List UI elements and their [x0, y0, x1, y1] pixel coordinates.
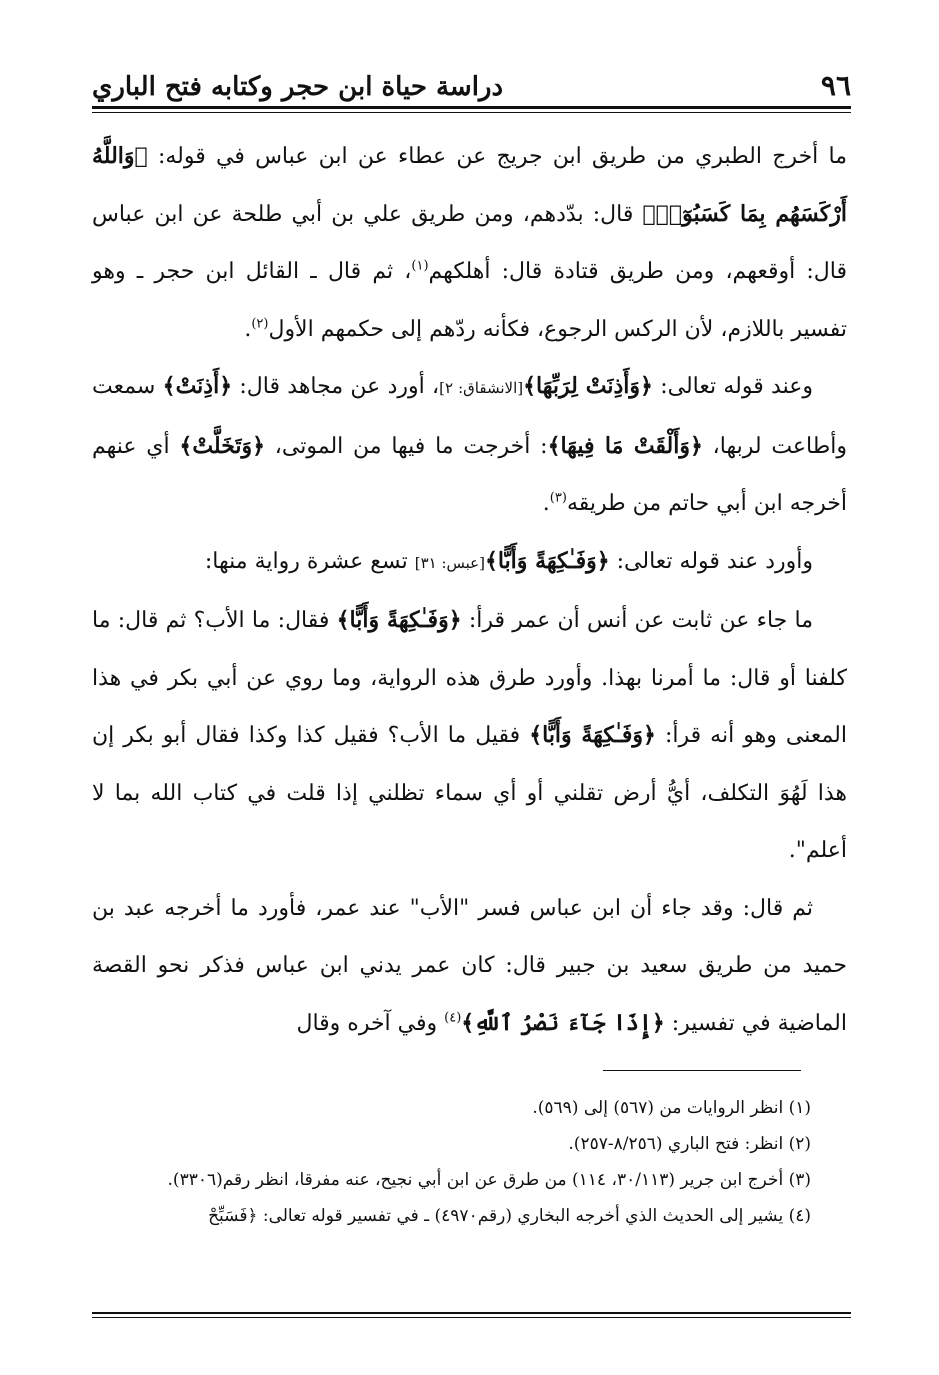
quran-verse: ﴿وَتَخَلَّتْ﴾: [179, 432, 266, 459]
footnote-separator: [603, 1070, 801, 1071]
text-run: سمعت وأطاعت لربها،: [92, 374, 848, 459]
footnote-1: (١) انظر الروايات من (٥٦٧) إلى (٥٦٩).: [532, 1098, 811, 1118]
surah-reference: [الانشقاق: ٢]: [439, 379, 524, 397]
text-run: ما جاء عن ثابت عن أنس أن عمر قرأ:: [461, 608, 813, 633]
text-run: ، أورد عن مجاهد قال:: [232, 374, 440, 399]
surah-reference: [عبس: ٣١]: [414, 553, 485, 572]
footnote-ref: (٢): [251, 316, 269, 332]
quran-verse: ﴿أَذِنَتْ﴾: [162, 373, 233, 399]
paragraph-5: [92, 880, 847, 1053]
page-header: [92, 62, 851, 102]
paragraph-3: [92, 533, 847, 593]
text-run: ثم قال: وقد جاء أن ابن عباس فسر "الأب" عند عمر، فأورد ما أخرجه عبد بن حميد من طريق سعيد بن جبير قال: كان عمر يدني ابن عباس فذكر نحو القصة الماضية في تفسير:: [92, 895, 847, 1036]
paragraph-1: [92, 128, 847, 358]
text-run: .: [542, 491, 550, 516]
text-run: فقيل ما الأب؟ فقيل كذا وكذا فقال أبو بكر إن هذا لَهُوَ التكلف، أيُّ أرض تقلني أو أي سماء تظلني إذا قلت في كتاب الله بما لا أعلم".: [92, 723, 847, 863]
text-run: فقال: ما الأب؟ ثم قال: ما كلفنا أو قال: ما أمرنا بهذا. وأورد طرق هذه الرواية، وما روي عن أبي بكر في هذا المعنى وهو أنه قرأ:: [92, 608, 847, 748]
quran-verse: ﴿وَفَـٰكِهَةً وَأَبًّا﴾: [336, 607, 462, 633]
quran-verse: ﴿وَأَلْقَتْ مَا فِيهَا﴾: [547, 432, 703, 459]
text-run: وأورد عند قوله تعالى:: [609, 548, 813, 574]
footnote-3: (٣) أخرج ابن جرير (٣٠/١١٣، ١١٤) من طرق عن ابن أبي نجيح، عنه مفرقا، انظر رقم(٣٣٠٦).: [167, 1170, 811, 1190]
footnote-ref: (٣): [549, 490, 567, 506]
text-run: قال: بدّدهم، ومن طريق علي بن أبي طلحة عن ابن عباس قال: أوقعهم، ومن طريق قتادة قال: أهلكهم: [92, 201, 848, 284]
paragraph-4: [92, 592, 847, 880]
text-run: تسع عشرة رواية منها:: [204, 548, 415, 574]
footnote-4: (٤) يشير إلى الحديث الذي أخرجه البخاري (رقم٤٩٧٠) ـ في تفسير قوله تعالى: ﴿فَسَبِّحْ: [208, 1206, 811, 1226]
main-text: [92, 128, 847, 1052]
footnote-2: (٢) انظر: فتح الباري (٨/٢٥٦-٢٥٧).: [568, 1134, 811, 1154]
running-title: دراسة حياة ابن حجر وكتابه فتح الباري: [92, 72, 504, 102]
text-run: .: [244, 316, 252, 342]
text-run: أي عنهم أخرجه ابن أبي حاتم من طريقه: [92, 433, 847, 516]
text-run: ما أخرج الطبري من طريق ابن جريج عن عطاء عن ابن عباس في قوله:: [147, 144, 847, 169]
quran-verse: ﴿وَأَذِنَتْ لِرَبِّهَا﴾: [523, 373, 653, 399]
page-number: ٩٦: [820, 69, 851, 102]
text-run: وعند قوله تعالى:: [652, 374, 813, 399]
quran-verse: ﴿وَفَـٰكِهَةً وَأَبًّا﴾: [529, 722, 656, 748]
text-run: ، ثم قال ـ القائل ابن حجر ـ وهو تفسير باللازم، لأن الركس الرجوع، فكأنه ردّهم إلى حكمهم الأول: [92, 259, 847, 342]
quran-verse: ﴿إِذَا جَآءَ نَصْرُ ٱللَّهِ﴾: [461, 1009, 665, 1036]
quran-verse: ﴿وَاللَّهُ أَرْكَسَهُم بِمَا كَسَبُوٓا۟﴾: [92, 143, 847, 227]
text-run: : أخرجت ما فيها من الموتى،: [265, 433, 548, 459]
text-run: وفي آخره وقال: [296, 1010, 445, 1036]
header-rule: [92, 106, 851, 109]
footnote-ref: (٤): [444, 1010, 462, 1026]
quran-verse: ﴿وَفَـٰكِهَةً وَأَبًّا﴾: [484, 547, 610, 574]
footer-rule: [92, 1312, 851, 1314]
paragraph-2: [92, 358, 847, 533]
footnotes: [92, 1090, 811, 1234]
footnote-ref: (١): [411, 258, 429, 274]
